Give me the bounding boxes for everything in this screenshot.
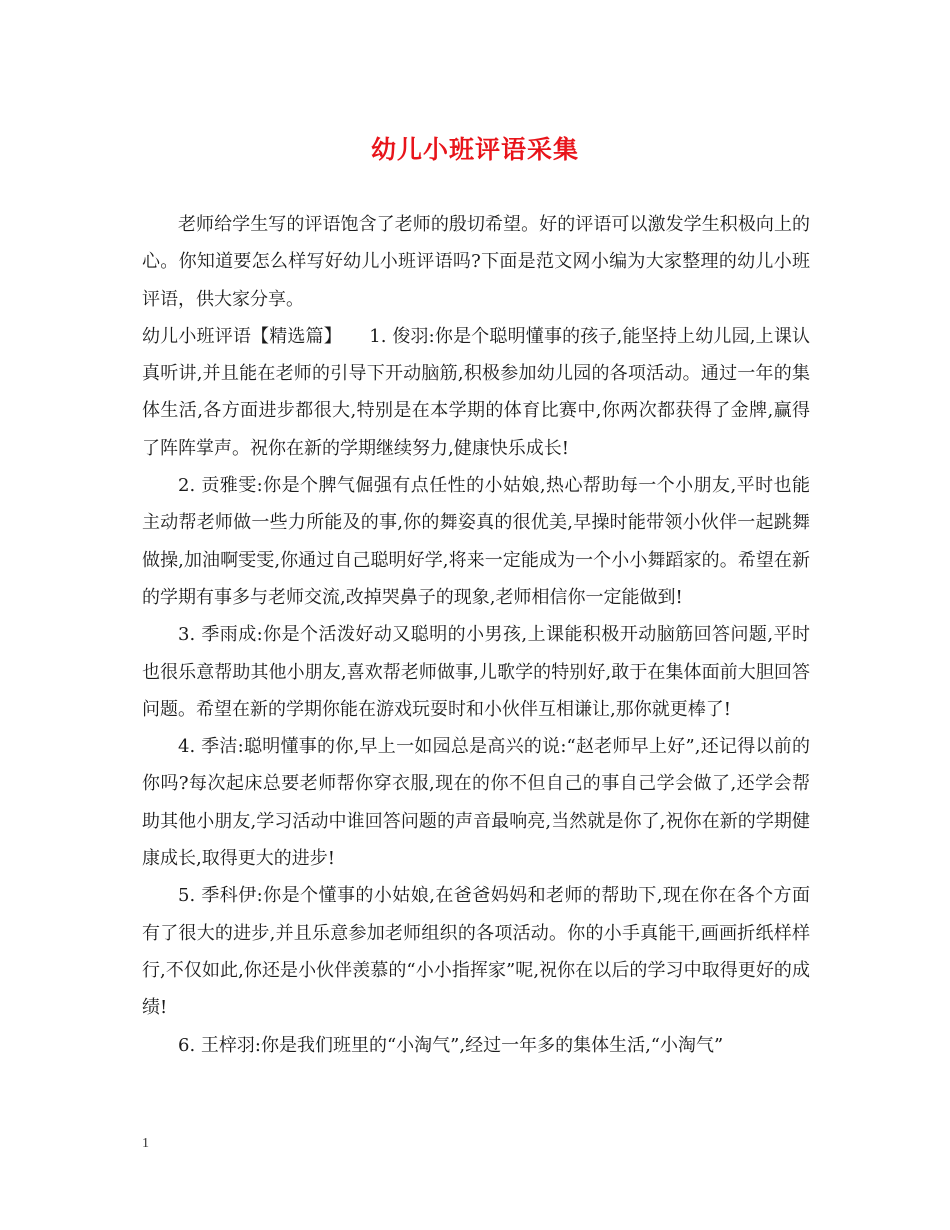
page-number: 1 xyxy=(142,1136,149,1151)
comment-paragraph-4: 4. 季洁:聪明懂事的你,早上一如园总是高兴的说:“赵老师早上好”,还记得以前的你吗?每次起床总要老师帮你穿衣服,现在的你不但自己的事自己学会做了,还学会帮助其他小朋友,学习活动中谁回答问题的声音最响亮,当然就是你了,祝你在新的学期健康成长,取得更大的进步! xyxy=(142,736,810,870)
intro-paragraph: 老师给学生写的评语饱含了老师的殷切希望。好的评语可以激发学生积极向上的心。你知道要怎么样写好幼儿小班评语吗?下面是范文网小编为大家整理的幼儿小班评语，供大家分享。 xyxy=(142,214,810,310)
document-title: 幼儿小班评语采集 xyxy=(370,135,579,164)
comment-paragraph-6: 6. 王梓羽:你是我们班里的“小淘气”,经过一年多的集体生活,“小淘气” xyxy=(178,1034,724,1056)
document-body xyxy=(142,206,810,1064)
comment-paragraph-5: 5. 季科伊:你是个懂事的小姑娘,在爸爸妈妈和老师的帮助下,现在你在各个方面有了很大的进步,并且乐意参加老师组织的各项活动。你的小手真能干,画画折纸样样行,不仅如此,你还是小伙伴羡慕的“小小指挥家”呢,祝你在以后的学习中取得更好的成绩! xyxy=(142,885,810,1019)
comment-paragraph-1: 幼儿小班评语【精选篇】 1. 俊羽:你是个聪明懂事的孩子,能坚持上幼儿园,上课认真听讲,并且能在老师的引导下开动脑筋,积极参加幼儿园的各项活动。通过一年的集体生活,各方面进步都很大,特别是在本学期的体育比赛中,你两次都获得了金牌,赢得了阵阵掌声。祝你在新的学期继续努力,健康快乐成长! xyxy=(142,325,810,459)
comment-paragraph-3: 3. 季雨成:你是个活泼好动又聪明的小男孩,上课能积极开动脑筋回答问题,平时也很乐意帮助其他小朋友,喜欢帮老师做事,儿歌学的特别好,敢于在集体面前大胆回答问题。希望在新的学期你能在游戏玩耍时和小伙伴互相谦让,那你就更棒了! xyxy=(142,624,810,720)
comment-paragraph-2: 2. 贡雅雯:你是个脾气倔强有点任性的小姑娘,热心帮助每一个小朋友,平时也能主动帮老师做一些力所能及的事,你的舞姿真的很优美,早操时能带领小伙伴一起跳舞做操,加油啊雯雯,你通过自己聪明好学,将来一定能成为一个小小舞蹈家的。希望在新的学期有事多与老师交流,改掉哭鼻子的现象,老师相信你一定能做到! xyxy=(142,475,810,608)
